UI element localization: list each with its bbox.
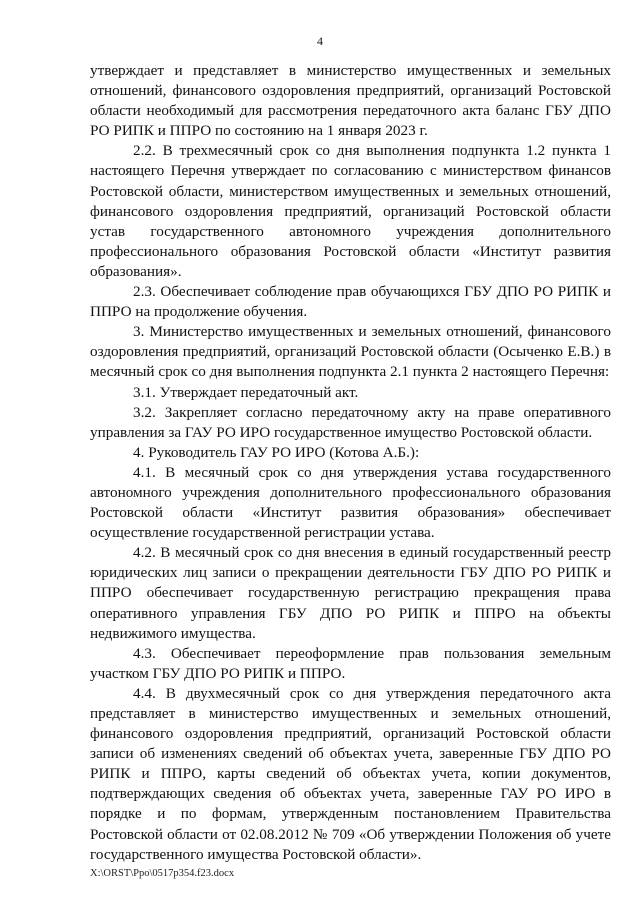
page-number: 4 — [317, 34, 323, 48]
paragraph-4-2: 4.2. В месячный срок со дня внесения в единый государственный реестр юридических лиц записи о прекращении деятельности ГБУ ДПО РО РИПК и ППРО обеспечивает государственную регистрацию прекращения права оперативного управления ГБУ ДПО РО РИПК и ППРО на объекты недвижимого имущества. — [90, 544, 611, 642]
paragraph-3-1: 3.1. Утверждает передаточный акт. — [133, 383, 359, 401]
document-body — [90, 61, 611, 865]
paragraph-continuation: утверждает и представляет в министерство имущественных и земельных отношений, финансового оздоровления предприятий, организаций Ростовской области необходимый для рассмотрения передаточного акта баланс ГБУ ДПО РО РИПК и ППРО по состоянию на 1 января 2023 г. — [90, 62, 611, 140]
paragraph-4: 4. Руководитель ГАУ РО ИРО (Котова А.Б.): — [133, 443, 420, 461]
paragraph-3: 3. Министерство имущественных и земельных отношений, финансового оздоровления предприятий, организаций Ростовской области (Осыченко Е.В.) в месячный срок со дня выполнения подпункта 2.1 пункта 2 настоящего Перечня: — [90, 323, 611, 381]
paragraph-2-2: 2.2. В трехмесячный срок со дня выполнения подпункта 1.2 пункта 1 настоящего Перечня утверждает по согласованию с министерством финансов Ростовской области, министерством имущественных и земельных отношений, финансового оздоровления предприятий, организаций Ростовской области устав государственного автономного учреждения дополнительного профессионального образования Ростовской области «Институт развития образования». — [90, 142, 611, 280]
paragraph-4-4: 4.4. В двухмесячный срок со дня утверждения передаточного акта представляет в министерство имущественных и земельных отношений, финансового оздоровления предприятий, организаций Ростовской области записи об изменениях сведений об объектах учета, заверенные ГБУ ДПО РО РИПК и ППРО, карты сведений об объектах учета, копии документов, подтверждающих сведения об объектах учета, заверенные ГАУ РО ИРО в порядке и по формам, утвержденным постановлением Правительства Ростовской области от 02.08.2012 № 709 «Об утверждении Положения об учете государственного имущества Ростовской области». — [90, 684, 611, 863]
paragraph-3-2: 3.2. Закрепляет согласно передаточному акту на праве оперативного управления за ГАУ РО ИРО государственное имущество Ростовской области. — [90, 403, 611, 441]
paragraph-4-1: 4.1. В месячный срок со дня утверждения устава государственного автономного учреждения дополнительного профессионального образования Ростовской области «Институт развития образования» обеспечивает осуществление государственной регистрации устава. — [90, 463, 611, 542]
paragraph-2-3: 2.3. Обеспечивает соблюдение прав обучающихся ГБУ ДПО РО РИПК и ППРО на продолжение обучения. — [90, 283, 611, 321]
paragraph-4-3: 4.3. Обеспечивает переоформление прав пользования земельным участком ГБУ ДПО РО РИПК и ППРО. — [90, 644, 611, 682]
footer-file-path: X:\ORST\Ppo\0517p354.f23.docx — [90, 868, 235, 879]
